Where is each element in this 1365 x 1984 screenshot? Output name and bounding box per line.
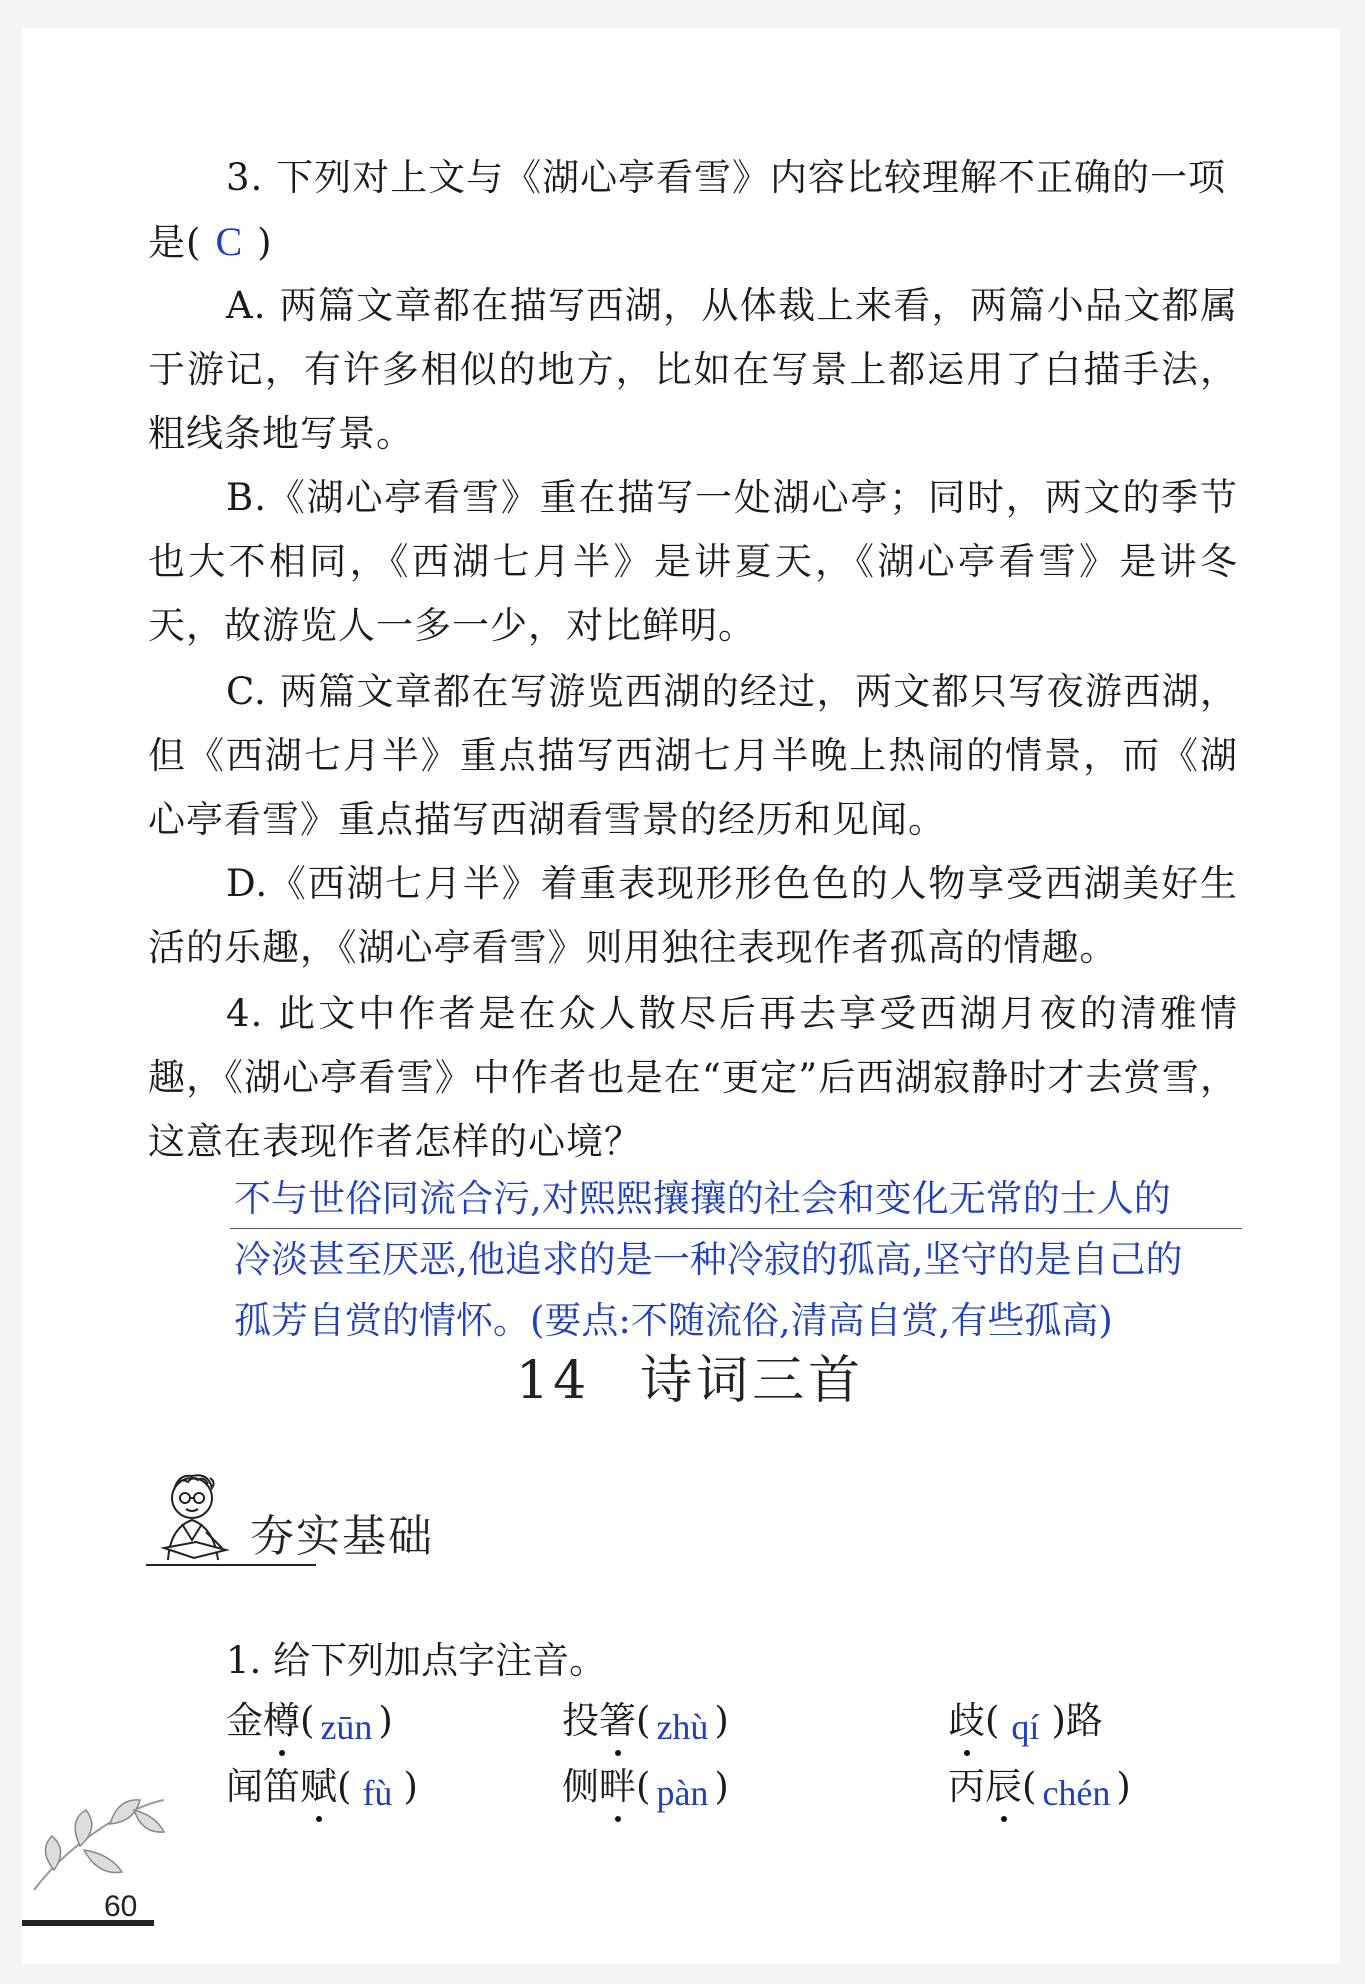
- pinyin-item: [226, 1690, 393, 1747]
- page-number: 60: [104, 1890, 138, 1923]
- question-3-line1: 3. 下列对上文与《湖心亭看雪》内容比较理解不正确的一项: [226, 156, 1227, 199]
- pinyin-answer: zūn: [320, 1707, 373, 1747]
- bracket-open: (: [337, 1765, 352, 1808]
- question-4-answer: [234, 1168, 1274, 1351]
- lesson-name: 诗词三首: [640, 1351, 865, 1411]
- pinyin-answer: zhù: [656, 1707, 709, 1747]
- bracket-open: 是(: [148, 221, 202, 264]
- dotted-char: 赋: [300, 1765, 337, 1808]
- option-c: [148, 660, 1238, 852]
- bracket-open: (: [985, 1699, 1000, 1742]
- option-a: [148, 274, 1238, 466]
- dotted-char: 歧: [948, 1699, 985, 1742]
- answer-line-2: 冷淡甚至厌恶,他追求的是一种冷寂的孤高,坚守的是自己的: [234, 1238, 1183, 1281]
- section-underline: [146, 1564, 316, 1566]
- bracket-close: ): [257, 221, 273, 264]
- question-3-line2: [148, 210, 1238, 275]
- section-heading: [146, 1468, 466, 1564]
- question-4-stem: [148, 982, 1238, 1174]
- pinyin-item: [562, 1756, 729, 1813]
- dotted-char: 畔: [599, 1765, 636, 1808]
- option-d: [148, 852, 1238, 980]
- pinyin-item: [562, 1690, 729, 1747]
- reading-person-icon: [146, 1468, 246, 1564]
- dotted-char: 箸: [599, 1699, 636, 1742]
- bracket-open: (: [636, 1699, 651, 1742]
- word-part: 丙: [948, 1765, 985, 1808]
- dotted-char: 辰: [985, 1765, 1022, 1808]
- option-b: [148, 466, 1238, 658]
- pinyin-answer: fù: [362, 1773, 393, 1813]
- leaf-decoration-icon: [24, 1780, 174, 1900]
- question-3-answer: C: [215, 219, 244, 264]
- question-4-text: 4. 此文中作者是在众人散尽后再去享受西湖月夜的清雅情趣，《湖心亭看雪》中作者也是在“更定”后西湖寂静时才去赏雪，这意在表现作者怎样的心境？: [148, 992, 1238, 1163]
- bracket-close: ): [714, 1699, 729, 1742]
- lesson-title: [516, 1338, 864, 1413]
- option-d-text: D.《西湖七月半》着重表现形形色色的人物享受西湖美好生活的乐趣，《湖心亭看雪》则用独往表现作者孤高的情趣。: [148, 862, 1238, 969]
- section-label: 夯实基础: [250, 1511, 434, 1562]
- option-c-text: C. 两篇文章都在写游览西湖的经过，两文都只写夜游西湖，但《西湖七月半》重点描写西湖七月半晚上热闹的情景，而《湖心亭看雪》重点描写西湖看雪景的经历和见闻。: [148, 670, 1238, 841]
- bracket-close: ): [403, 1765, 418, 1808]
- bracket-close: ): [1051, 1699, 1066, 1742]
- pinyin-item: [948, 1756, 1131, 1813]
- bracket-open: (: [1022, 1765, 1037, 1808]
- word-part: 侧: [562, 1765, 599, 1808]
- word-part: 投: [562, 1699, 599, 1742]
- answer-line-3: 孤芳自赏的情怀。(要点:不随流俗,清高自赏,有些孤高): [234, 1299, 1113, 1342]
- pinyin-item: [226, 1756, 418, 1813]
- bracket-close: ): [378, 1699, 393, 1742]
- lesson-number: 14: [516, 1351, 591, 1411]
- option-b-text: B.《湖心亭看雪》重在描写一处湖心亭；同时，两文的季节也大不相同，《西湖七月半》是讲夏天，《湖心亭看雪》是讲冬天，故游览人一多一少，对比鲜明。: [148, 476, 1238, 647]
- word-part: 路: [1065, 1699, 1103, 1742]
- word-part: 金: [226, 1699, 263, 1742]
- question-1-stem: 1. 给下列加点字注音。: [226, 1639, 607, 1682]
- pinyin-item: [948, 1690, 1103, 1747]
- answer-line-1: 不与世俗同流合污,对熙熙攘攘的社会和变化无常的士人的: [234, 1177, 1171, 1220]
- pinyin-answer: qí: [1011, 1707, 1040, 1747]
- bracket-close: ): [714, 1765, 729, 1808]
- bracket-close: ): [1116, 1765, 1131, 1808]
- question-3-stem: [148, 146, 1238, 275]
- option-a-text: A. 两篇文章都在描写西湖，从体裁上来看，两篇小品文都属于游记，有许多相似的地方，比如在写景上都运用了白描手法，粗线条地写景。: [148, 284, 1238, 455]
- bracket-open: (: [300, 1699, 315, 1742]
- word-part: 闻笛: [226, 1765, 300, 1808]
- dotted-char: 樽: [263, 1699, 300, 1742]
- bracket-open: (: [636, 1765, 651, 1808]
- pinyin-answer: pàn: [656, 1773, 709, 1813]
- pinyin-answer: chén: [1042, 1773, 1111, 1813]
